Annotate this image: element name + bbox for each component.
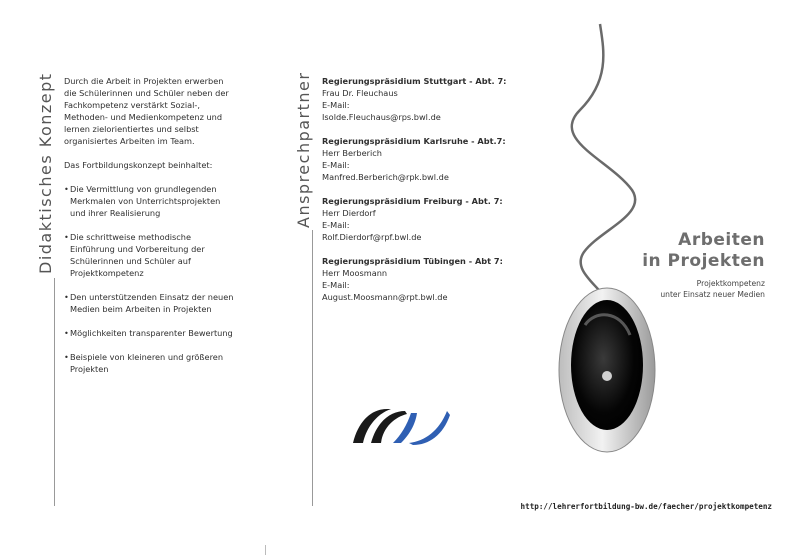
contact-karlsruhe (322, 135, 522, 183)
cover-title-line2: in Projekten (642, 251, 765, 271)
cover-title-line1: Arbeiten (678, 230, 765, 250)
cover-title-block (642, 230, 765, 300)
contact-name: Herr Dierdorf (322, 208, 376, 218)
didaktik-body (64, 75, 234, 387)
list-item: • Möglichkeiten transparenter Bewertung (64, 327, 234, 339)
list-item: • Die Vermittlung von grundlegenden Merkmalen von Unterrichtsprojekten und ihrer Realisierung (64, 183, 234, 219)
didaktik-lead: Das Fortbildungskonzept beinhaltet: (64, 160, 213, 170)
partner-divider (312, 230, 313, 506)
contact-list (322, 75, 522, 315)
didaktik-intro: Durch die Arbeit in Projekten erwerben die Schülerinnen und Schüler neben der Fachkompetenz verstärkt Sozial-, Methoden- und Medienkompetenz und lernen zielorientiertes und selbst organisiertes Arbeiten im Team. (64, 76, 229, 146)
contact-org: Regierungspräsidium Karlsruhe - Abt.7: (322, 136, 506, 146)
list-item: • Die schrittweise methodische Einführung und Vorbereitung der Schülerinnen und Schüler auf Projektkompetenz (64, 231, 234, 279)
contact-org: Regierungspräsidium Freiburg - Abt. 7: (322, 196, 503, 206)
mouse-cable (572, 24, 635, 304)
contact-name: Herr Moosmann (322, 268, 388, 278)
didaktik-divider (54, 278, 55, 506)
contact-tuebingen (322, 255, 522, 303)
contact-org: Regierungspräsidium Stuttgart - Abt. 7: (322, 76, 507, 86)
fold-mark (265, 545, 266, 555)
cover-subtitle-line1: Projektkompetenz (696, 279, 765, 288)
cover-subtitle-line2: unter Einsatz neuer Medien (660, 290, 765, 299)
list-item: • Beispiele von kleineren und größeren Projekten (64, 351, 234, 375)
contact-email-label: E-Mail: (322, 100, 350, 110)
mouse-body (571, 300, 643, 430)
contact-freiburg (322, 195, 522, 243)
contact-email-label: E-Mail: (322, 220, 350, 230)
didaktik-bullet-list (64, 183, 234, 375)
website-url-link[interactable]: http://lehrerfortbildung-bw.de/faecher/projektkompetenz (520, 502, 772, 511)
contact-email-label: E-Mail: (322, 160, 350, 170)
contact-name: Herr Berberich (322, 148, 382, 158)
mouse-logo (602, 371, 612, 381)
contact-email-link[interactable]: Rolf.Dierdorf@rpf.bwl.de (322, 232, 422, 242)
contact-stuttgart (322, 75, 522, 123)
contact-name: Frau Dr. Fleuchaus (322, 88, 398, 98)
contact-org: Regierungspräsidium Tübingen - Abt 7: (322, 256, 503, 266)
contact-email-label: E-Mail: (322, 280, 350, 290)
contact-email-link[interactable]: Manfred.Berberich@rpk.bwl.de (322, 172, 449, 182)
didaktik-heading: Didaktisches Konzept (36, 72, 55, 274)
partner-heading: Ansprechpartner (294, 71, 313, 228)
list-item: • Den unterstützenden Einsatz der neuen Medien beim Arbeiten in Projekten (64, 291, 234, 315)
institution-logo (351, 405, 451, 445)
contact-email-link[interactable]: August.Moosmann@rpt.bwl.de (322, 292, 448, 302)
contact-email-link[interactable]: Isolde.Fleuchaus@rps.bwl.de (322, 112, 441, 122)
